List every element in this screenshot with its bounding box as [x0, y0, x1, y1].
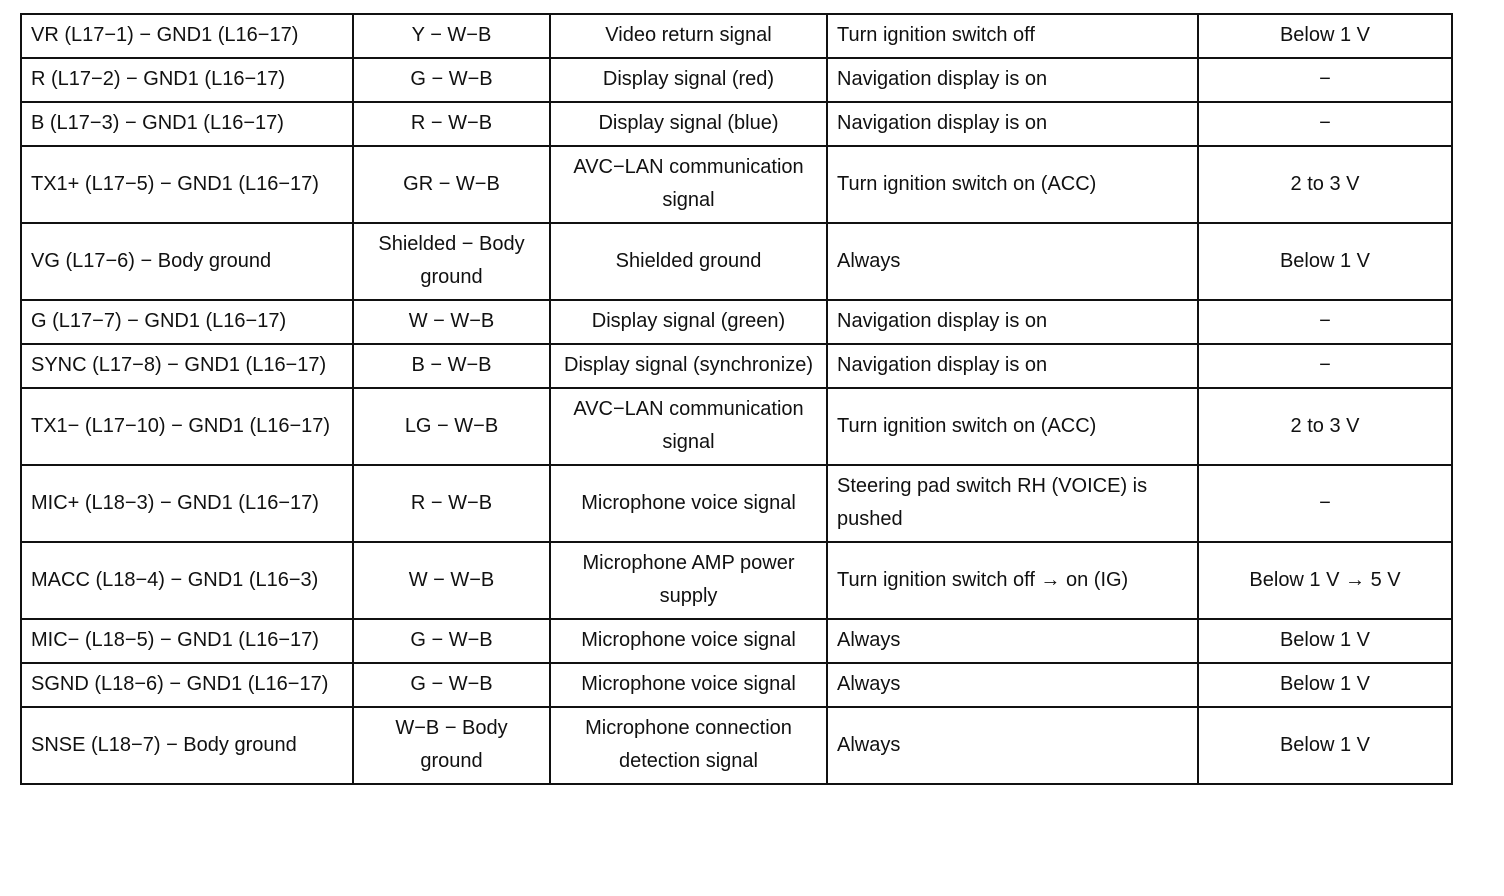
wiring-color-cell: W − W−B: [353, 300, 550, 344]
condition-cell: Navigation display is on: [827, 300, 1198, 344]
terminal-description-cell: Microphone voice signal: [550, 663, 827, 707]
wiring-color-cell: G − W−B: [353, 58, 550, 102]
specified-condition-cell: −: [1198, 102, 1452, 146]
terminal-cell: SGND (L18−6) − GND1 (L16−17): [21, 663, 353, 707]
terminal-description-cell: Microphone connection detection signal: [550, 707, 827, 784]
terminal-description-cell: Video return signal: [550, 14, 827, 58]
table-row: [21, 300, 1452, 344]
terminal-description-cell: Display signal (red): [550, 58, 827, 102]
terminal-cell: VG (L17−6) − Body ground: [21, 223, 353, 300]
wiring-color-cell: Y − W−B: [353, 14, 550, 58]
table-row: [21, 707, 1452, 784]
terminal-cell: VR (L17−1) − GND1 (L16−17): [21, 14, 353, 58]
condition-cell: Navigation display is on: [827, 344, 1198, 388]
wiring-color-cell: GR − W−B: [353, 146, 550, 223]
condition-cell: Steering pad switch RH (VOICE) is pushed: [827, 465, 1198, 542]
table-row: [21, 542, 1452, 619]
condition-cell: Always: [827, 223, 1198, 300]
condition-cell: Turn ignition switch off → on (IG): [827, 542, 1198, 619]
terminal-cell: MIC+ (L18−3) − GND1 (L16−17): [21, 465, 353, 542]
specified-condition-cell: Below 1 V → 5 V: [1198, 542, 1452, 619]
terminal-description-cell: Microphone voice signal: [550, 465, 827, 542]
terminal-description-cell: Display signal (green): [550, 300, 827, 344]
wiring-color-cell: R − W−B: [353, 465, 550, 542]
table-row: [21, 223, 1452, 300]
terminal-cell: SNSE (L18−7) − Body ground: [21, 707, 353, 784]
condition-cell: Turn ignition switch off: [827, 14, 1198, 58]
table-row: [21, 465, 1452, 542]
table-row: [21, 146, 1452, 223]
terminal-cell: SYNC (L17−8) − GND1 (L16−17): [21, 344, 353, 388]
specified-condition-cell: −: [1198, 58, 1452, 102]
terminal-spec-table: [20, 13, 1453, 785]
condition-cell: Navigation display is on: [827, 102, 1198, 146]
table-row: [21, 619, 1452, 663]
specified-condition-cell: −: [1198, 300, 1452, 344]
terminal-cell: TX1− (L17−10) − GND1 (L16−17): [21, 388, 353, 465]
wiring-color-cell: W − W−B: [353, 542, 550, 619]
condition-cell: Always: [827, 707, 1198, 784]
terminal-description-cell: Display signal (synchronize): [550, 344, 827, 388]
terminal-cell: MIC− (L18−5) − GND1 (L16−17): [21, 619, 353, 663]
specified-condition-cell: Below 1 V: [1198, 14, 1452, 58]
wiring-color-cell: W−B − Body ground: [353, 707, 550, 784]
terminal-description-cell: Shielded ground: [550, 223, 827, 300]
terminal-description-cell: Microphone voice signal: [550, 619, 827, 663]
specified-condition-cell: 2 to 3 V: [1198, 146, 1452, 223]
condition-cell: Navigation display is on: [827, 58, 1198, 102]
specified-condition-cell: Below 1 V: [1198, 223, 1452, 300]
terminal-cell: MACC (L18−4) − GND1 (L16−3): [21, 542, 353, 619]
wiring-color-cell: R − W−B: [353, 102, 550, 146]
specified-condition-cell: Below 1 V: [1198, 707, 1452, 784]
specified-condition-cell: −: [1198, 344, 1452, 388]
terminal-description-cell: Microphone AMP power supply: [550, 542, 827, 619]
terminal-description-cell: AVC−LAN communication signal: [550, 146, 827, 223]
specified-condition-cell: Below 1 V: [1198, 619, 1452, 663]
condition-cell: Always: [827, 619, 1198, 663]
terminal-description-cell: Display signal (blue): [550, 102, 827, 146]
wiring-color-cell: B − W−B: [353, 344, 550, 388]
condition-cell: Turn ignition switch on (ACC): [827, 146, 1198, 223]
wiring-color-cell: G − W−B: [353, 663, 550, 707]
table-row: [21, 102, 1452, 146]
condition-cell: Turn ignition switch on (ACC): [827, 388, 1198, 465]
specified-condition-cell: 2 to 3 V: [1198, 388, 1452, 465]
table-row: [21, 344, 1452, 388]
terminal-cell: R (L17−2) − GND1 (L16−17): [21, 58, 353, 102]
table-row: [21, 388, 1452, 465]
table-row: [21, 58, 1452, 102]
condition-cell: Always: [827, 663, 1198, 707]
table-row: [21, 663, 1452, 707]
table-row: [21, 14, 1452, 58]
terminal-cell: G (L17−7) − GND1 (L16−17): [21, 300, 353, 344]
wiring-color-cell: Shielded − Body ground: [353, 223, 550, 300]
terminal-description-cell: AVC−LAN communication signal: [550, 388, 827, 465]
terminal-cell: TX1+ (L17−5) − GND1 (L16−17): [21, 146, 353, 223]
wiring-color-cell: LG − W−B: [353, 388, 550, 465]
terminal-cell: B (L17−3) − GND1 (L16−17): [21, 102, 353, 146]
wiring-color-cell: G − W−B: [353, 619, 550, 663]
specified-condition-cell: −: [1198, 465, 1452, 542]
specified-condition-cell: Below 1 V: [1198, 663, 1452, 707]
